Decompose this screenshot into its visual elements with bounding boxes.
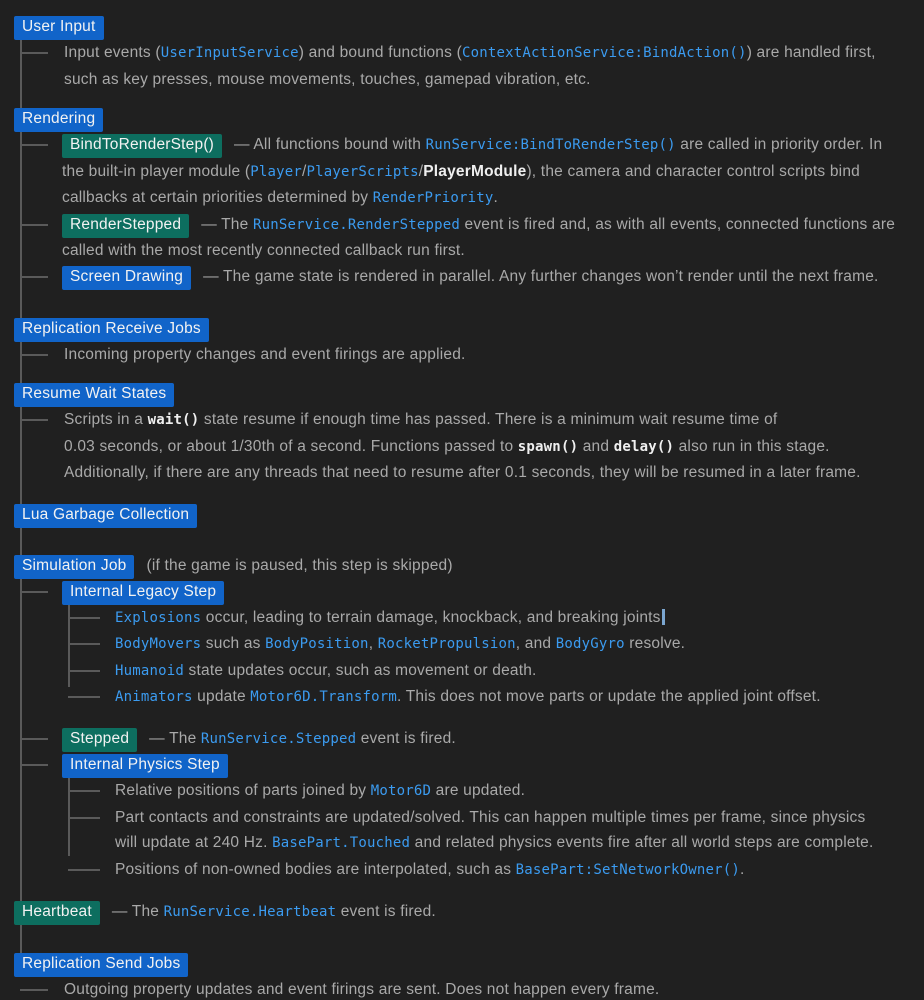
code-link[interactable]: BasePart:SetNetworkOwner() bbox=[515, 861, 741, 878]
badge-simulation-job: Simulation Job bbox=[14, 555, 134, 579]
row-humanoid bbox=[115, 658, 924, 685]
code-link[interactable]: Animators bbox=[115, 689, 193, 705]
badge-screen-drawing: Screen Drawing bbox=[62, 266, 191, 290]
text-segment: will update at 240 Hz. bbox=[115, 834, 273, 851]
text-segment: — The game state is rendered in parallel. Any further changes won’t render until the next frame. bbox=[203, 267, 879, 285]
text-segment: — All functions bound with bbox=[234, 136, 426, 153]
code-link[interactable]: PlayerScripts bbox=[306, 163, 419, 180]
text-segment: , and bbox=[515, 635, 556, 652]
text-segment: Additionally, if there are any threads that need to resume after 0.1 seconds, they will be resumed in a later frame. bbox=[64, 464, 861, 481]
text-segment: (if the game is paused, this step is skipped) bbox=[146, 556, 453, 574]
text-segment: update bbox=[192, 688, 251, 705]
text-segment: delay() bbox=[613, 438, 675, 455]
badge-replication-send-jobs: Replication Send Jobs bbox=[14, 953, 188, 977]
section-user-input bbox=[0, 14, 924, 92]
section-replication-send-jobs bbox=[0, 951, 924, 1000]
row-user-input-desc bbox=[64, 40, 924, 67]
code-link[interactable]: RocketPropulsion bbox=[377, 636, 516, 652]
text-segment: and bbox=[578, 437, 614, 455]
row-rendering bbox=[14, 106, 924, 132]
badge-internal-legacy-step: Internal Legacy Step bbox=[62, 581, 224, 605]
text-segment: / bbox=[302, 162, 307, 180]
row-body-movers bbox=[115, 631, 924, 658]
code-link[interactable]: RunService:BindToRenderStep() bbox=[425, 137, 676, 153]
row-lua-garbage-collection bbox=[14, 502, 924, 528]
badge-stepped: Stepped bbox=[62, 728, 137, 752]
badge-internal-physics-step: Internal Physics Step bbox=[62, 754, 228, 778]
badge-replication-receive-jobs: Replication Receive Jobs bbox=[14, 318, 209, 342]
row-explosions bbox=[115, 605, 924, 632]
row-bind-to-render-step-line3 bbox=[62, 185, 924, 212]
section-simulation-job bbox=[0, 553, 924, 884]
row-screen-drawing bbox=[62, 264, 924, 290]
text-segment: Input events ( bbox=[64, 44, 161, 61]
row-render-stepped-line2 bbox=[62, 238, 924, 264]
text-segment: also run in this stage. bbox=[674, 437, 830, 455]
row-resume-wait-desc bbox=[64, 407, 924, 434]
text-segment: are updated. bbox=[431, 782, 526, 799]
row-replication-receive-jobs bbox=[14, 316, 924, 342]
text-segment: event is fired. bbox=[336, 903, 436, 920]
badge-rendering: Rendering bbox=[14, 108, 103, 132]
badge-user-input: User Input bbox=[14, 16, 104, 40]
text-cursor bbox=[662, 609, 665, 625]
row-part-contacts-line2 bbox=[115, 830, 924, 857]
row-user-input-desc-line2 bbox=[64, 67, 924, 93]
section-rendering bbox=[0, 106, 924, 290]
code-link[interactable]: ContextActionService:BindAction() bbox=[461, 45, 747, 61]
row-user-input bbox=[14, 14, 924, 40]
text-segment: Incoming property changes and event firings are applied. bbox=[64, 345, 466, 363]
text-segment: state resume if enough time has passed. There is a minimum wait resume time of bbox=[199, 411, 778, 428]
text-segment: the built-in player module ( bbox=[62, 162, 251, 180]
text-segment: — The bbox=[149, 729, 201, 747]
text-segment: are called in priority order. In bbox=[675, 136, 883, 153]
section-replication-receive-jobs bbox=[0, 316, 924, 368]
row-stepped bbox=[62, 726, 924, 753]
row-motor6d-positions bbox=[115, 778, 924, 805]
row-resume-wait-desc-line3 bbox=[64, 460, 924, 486]
text-segment: — The bbox=[111, 903, 164, 920]
row-replication-send-desc bbox=[64, 977, 924, 1000]
badge-lua-garbage-collection: Lua Garbage Collection bbox=[14, 504, 197, 528]
text-segment: Scripts in a bbox=[64, 411, 148, 428]
row-bind-to-render-step-line2 bbox=[62, 159, 924, 186]
row-part-contacts bbox=[115, 805, 924, 831]
row-render-stepped bbox=[62, 212, 924, 239]
code-link[interactable]: BasePart.Touched bbox=[272, 835, 411, 851]
code-link[interactable]: Player bbox=[250, 163, 303, 180]
text-segment: Positions of non-owned bodies are interpolated, such as bbox=[115, 860, 516, 878]
text-segment: such as key presses, mouse movements, touches, gamepad vibration, etc. bbox=[64, 70, 591, 88]
text-segment: callbacks at certain priorities determined by bbox=[62, 189, 373, 206]
text-segment: . bbox=[493, 189, 499, 206]
text-segment: and related physics events fire after all world steps are complete. bbox=[410, 834, 874, 851]
text-segment: Part contacts and constraints are updated/solved. This can happen multiple times per frame, since physics bbox=[115, 808, 866, 826]
text-segment: ), the camera and character control scripts bind bbox=[526, 162, 860, 180]
badge-resume-wait-states: Resume Wait States bbox=[14, 383, 174, 407]
row-simulation-job bbox=[14, 553, 924, 579]
text-segment: state updates occur, such as movement or death. bbox=[184, 661, 537, 679]
text-segment: occur, leading to terrain damage, knockback, and breaking joints bbox=[201, 608, 661, 626]
badge-render-stepped: RenderStepped bbox=[62, 214, 189, 238]
code-link[interactable]: Explosions bbox=[115, 609, 202, 626]
row-animators bbox=[115, 684, 924, 711]
text-segment: — The bbox=[201, 215, 253, 233]
text-segment: 0.03 seconds, or about 1/30th of a second. Functions passed to bbox=[64, 437, 518, 455]
section-resume-wait-states bbox=[0, 381, 924, 486]
row-internal-legacy-step bbox=[62, 579, 924, 605]
text-segment: such as bbox=[201, 635, 266, 652]
text-segment: ) are handled first, bbox=[746, 44, 876, 61]
row-heartbeat bbox=[14, 899, 924, 925]
text-segment: called with the most recently connected callback run first. bbox=[62, 242, 465, 259]
row-replication-send-jobs bbox=[14, 951, 924, 977]
row-non-owned-bodies bbox=[115, 857, 924, 884]
text-segment: . bbox=[740, 860, 745, 878]
code-link[interactable]: RunService.Stepped bbox=[200, 730, 357, 747]
code-link[interactable]: BodyMovers bbox=[115, 636, 202, 652]
text-segment: event is fired and, as with all events, connected functions are bbox=[460, 215, 896, 233]
text-segment: Relative positions of parts joined by bbox=[115, 782, 371, 799]
text-segment: spawn() bbox=[517, 438, 579, 455]
code-link[interactable]: BodyGyro bbox=[555, 636, 625, 652]
text-segment: PlayerModule bbox=[423, 162, 527, 180]
row-internal-physics-step bbox=[62, 752, 924, 778]
code-link[interactable]: Motor6D bbox=[370, 783, 432, 799]
row-replication-receive-desc bbox=[64, 342, 924, 368]
text-segment: / bbox=[418, 162, 424, 180]
code-link[interactable]: RunService.RenderStepped bbox=[252, 216, 461, 233]
section-lua-garbage-collection bbox=[0, 502, 924, 528]
text-segment: Outgoing property updates and event firings are sent. Does not happen every frame. bbox=[64, 981, 660, 998]
badge-bind-to-render-step: BindToRenderStep() bbox=[62, 134, 222, 158]
badge-heartbeat: Heartbeat bbox=[14, 901, 100, 925]
code-link[interactable]: Motor6D.Transform bbox=[250, 689, 397, 705]
text-segment: . This does not move parts or update the applied joint offset. bbox=[397, 688, 821, 705]
code-link[interactable]: Humanoid bbox=[115, 662, 185, 679]
text-segment: event is fired. bbox=[356, 729, 456, 747]
text-segment: wait() bbox=[147, 412, 200, 428]
text-segment: , bbox=[368, 635, 378, 652]
code-link[interactable]: UserInputService bbox=[160, 45, 299, 61]
text-segment: ) and bound functions ( bbox=[298, 44, 462, 61]
text-segment: resolve. bbox=[624, 635, 686, 652]
row-resume-wait-desc-line2 bbox=[64, 434, 924, 461]
row-resume-wait-states bbox=[14, 381, 924, 407]
code-link[interactable]: RenderPriority bbox=[372, 190, 494, 206]
section-heartbeat bbox=[0, 899, 924, 925]
code-link[interactable]: RunService.Heartbeat bbox=[163, 904, 337, 920]
code-link[interactable]: BodyPosition bbox=[265, 636, 369, 652]
row-bind-to-render-step bbox=[62, 132, 924, 159]
